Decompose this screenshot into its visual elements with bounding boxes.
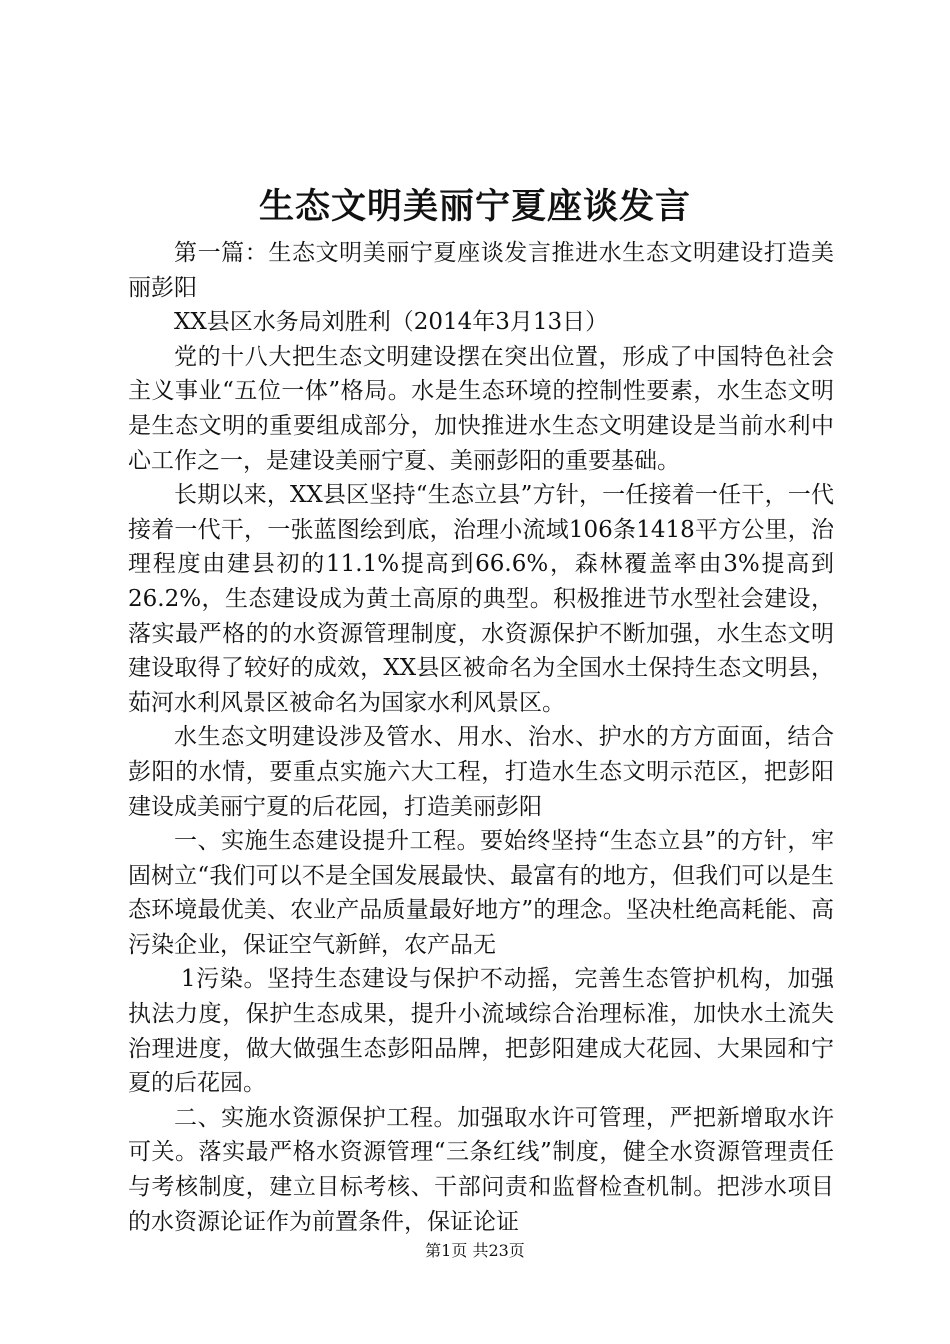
paragraph-history: 长期以来，XX县区坚持“生态立县”方针，一任接着一任干，一代接着一代干，一张蓝图绘到底，治理小流域106条1418平方公里，治理程度由建县初的11.1%提高到66.6%，森林覆盖率由3%提高到26.2%，生态建设成为黄土高原的典型。积极推进节水型社会建设，落实最严格的的水资源管理制度，水资源保护不断加强，水生态文明建设取得了较好的成效，XX县区被命名为全国水土保持生态文明县，茹河水利风景区被命名为国家水利风景区。: [128, 482, 834, 716]
document-title: 生态文明美丽宁夏座谈发言: [258, 186, 691, 227]
paragraph-intro: 党的十八大把生态文明建设摆在突出位置，形成了中国特色社会主义事业“五位一体”格局。水是生态环境的控制性要素，水生态文明是生态文明的重要组成部分，加快推进水生态文明建设是当前水利中心工作之一，是建设美丽宁夏、美丽彭阳的重要基础。: [128, 343, 834, 474]
paragraph-overview: 水生态文明建设涉及管水、用水、治水、护水的方方面面，结合彭阳的水情，要重点实施六大工程，打造水生态文明示范区，把彭阳建设成美丽宁夏的后花园，打造美丽彭阳: [128, 724, 834, 820]
paragraph-author: XX县区水务局刘胜利（2014年3月13日）: [174, 309, 609, 336]
paragraph-section-one: 一、实施生态建设提升工程。要始终坚持“生态立县”的方针，牢固树立“我们可以不是全国发展最快、最富有的地方，但我们可以是生态环境最优美、农业产品质量最好地方”的理念。坚决杜绝高耗能、高污染企业，保证空气新鲜，农产品无: [128, 828, 834, 958]
paragraph-section-two: 二、实施水资源保护工程。加强取水许可管理，严把新增取水许可关。落实最严格水资源管理“三条红线”制度，健全水资源管理责任与考核制度，建立目标考核、干部问责和监督检查机制。把涉水项目的水资源论证作为前置条件，保证论证: [128, 1104, 834, 1235]
paragraph-heading: 第一篇：生态文明美丽宁夏座谈发言推进水生态文明建设打造美丽彭阳: [128, 240, 834, 301]
paragraph-section-one-cont: 1污染。坚持生态建设与保护不动摇，完善生态管护机构，加强执法力度，保护生态成果，提升小流域综合治理标准，加快水土流失治理进度，做大做强生态彭阳品牌，把彭阳建成大花园、大果园和宁夏的后花园。: [128, 966, 834, 1097]
page-footer: 第1页 共23页: [425, 1241, 525, 1260]
document-body: [128, 236, 834, 1239]
